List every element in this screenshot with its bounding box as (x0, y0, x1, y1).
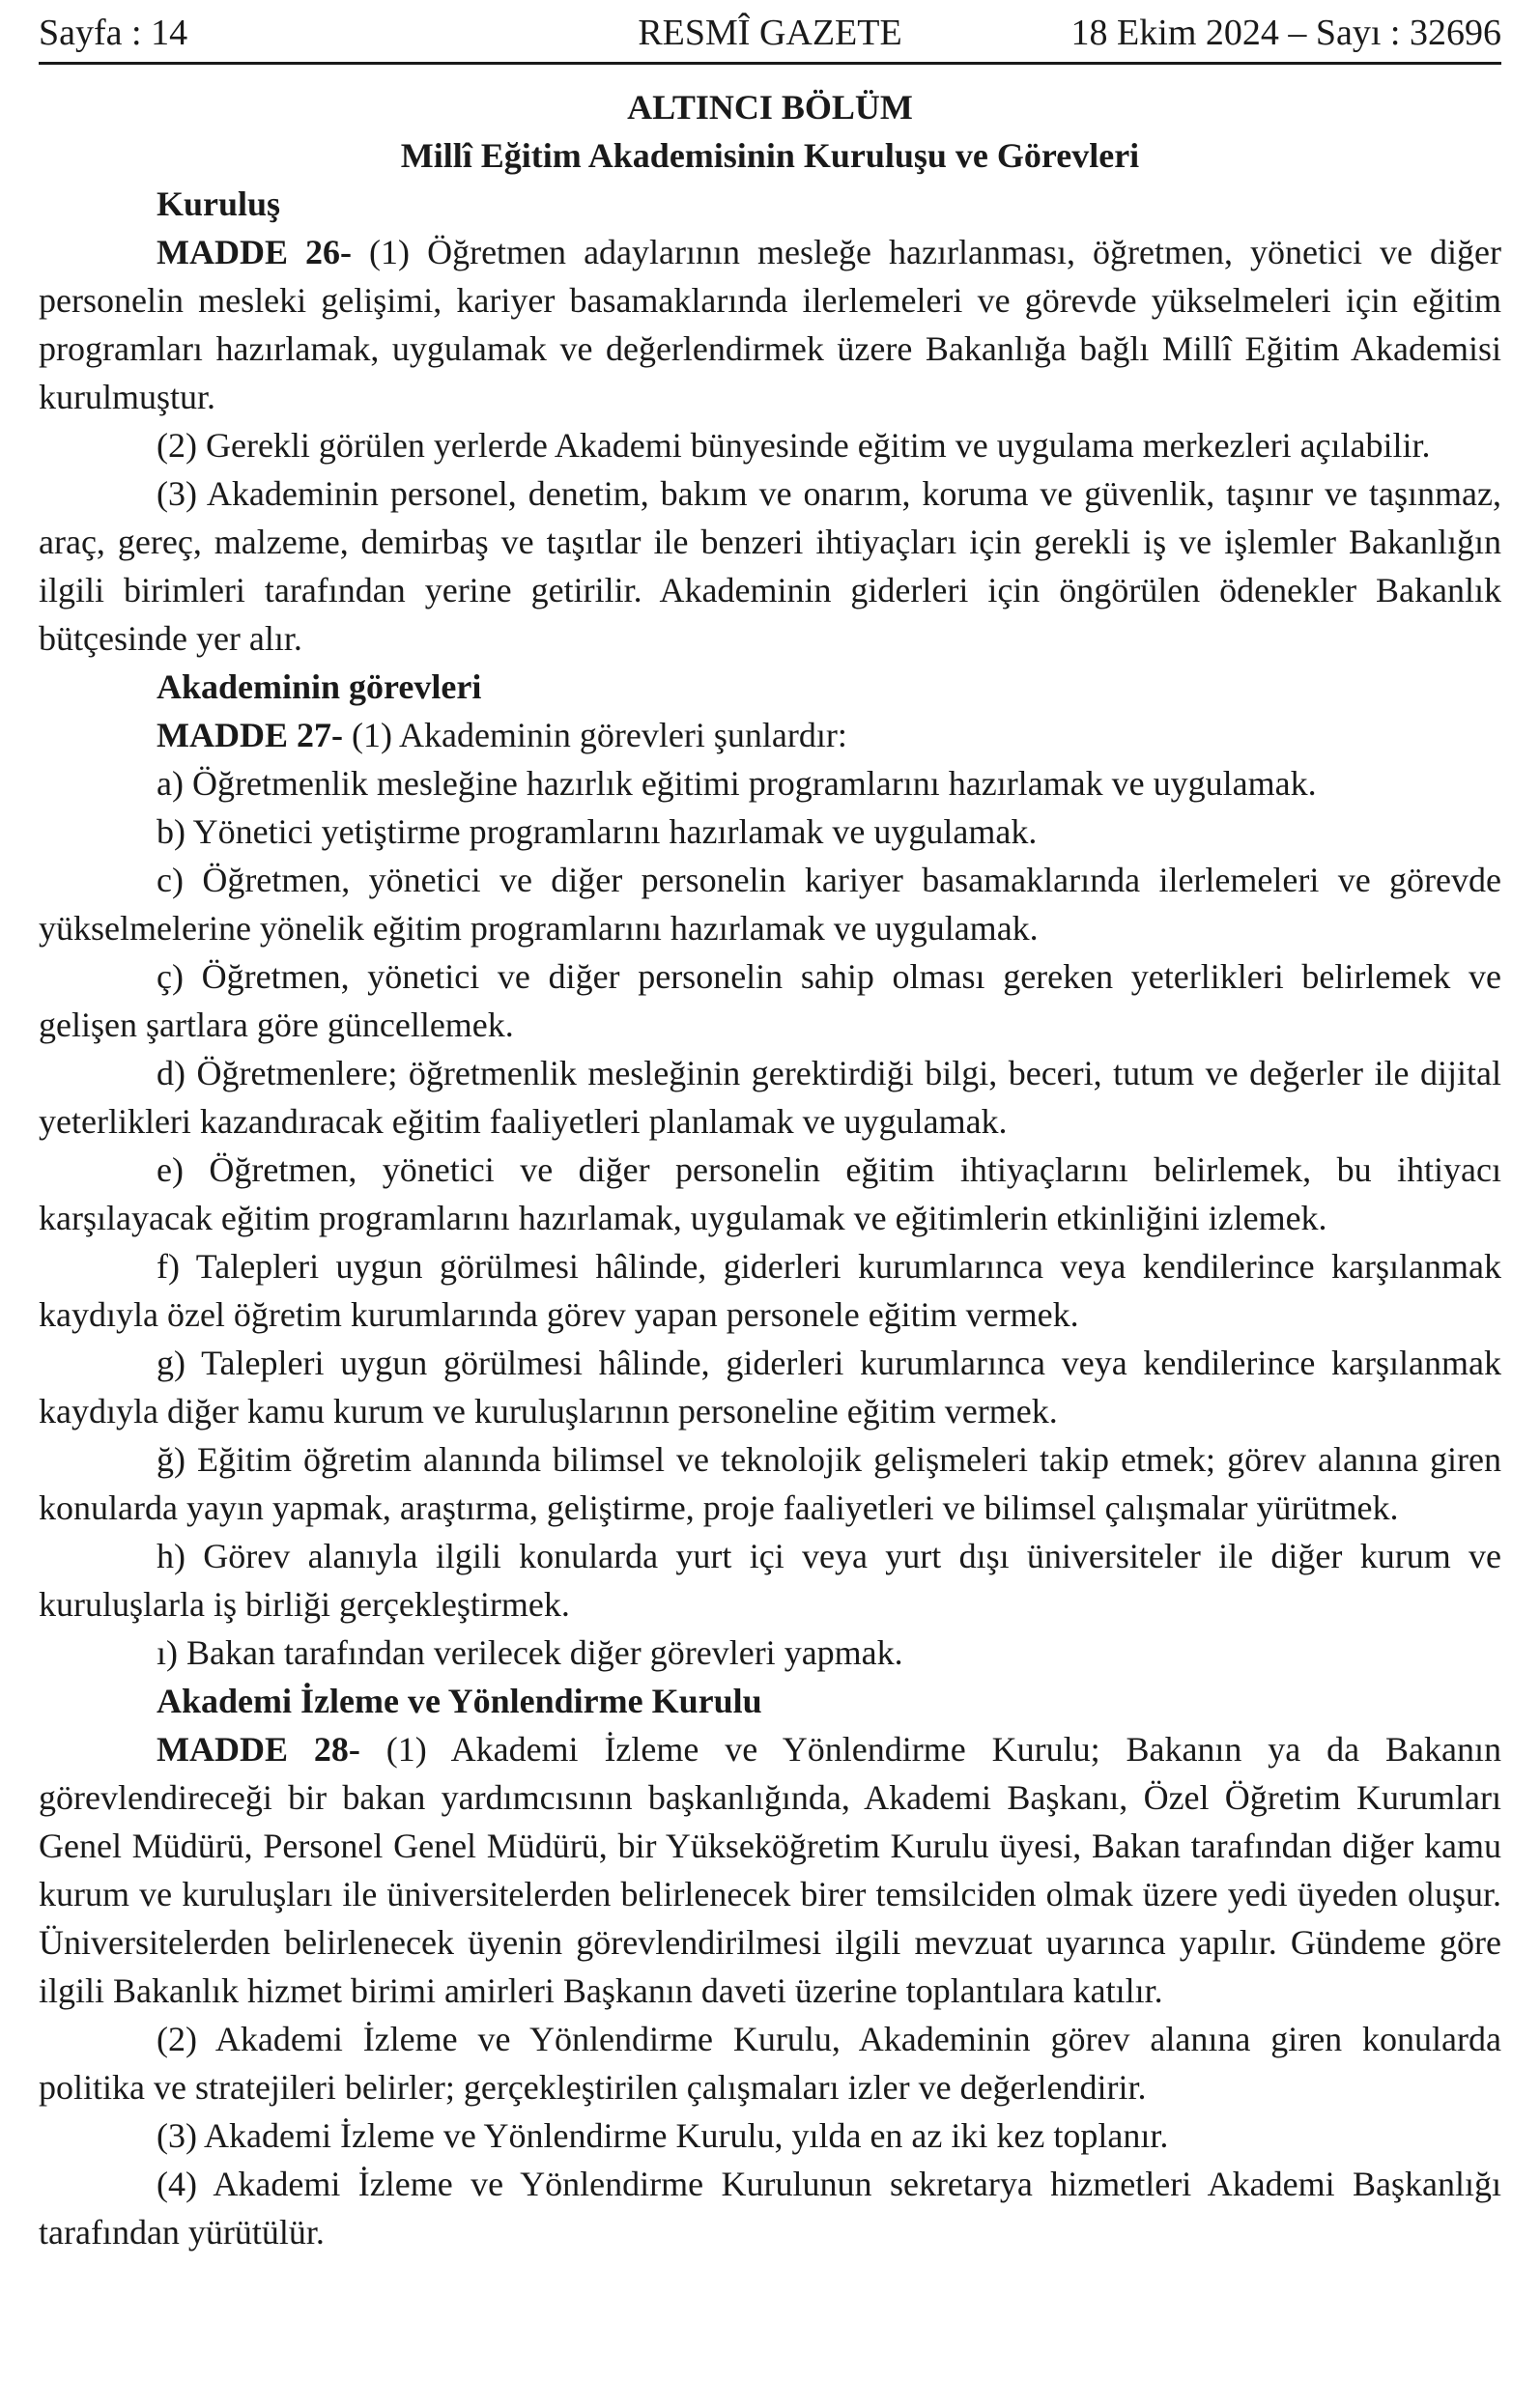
paragraph (39, 1532, 1501, 1629)
paragraph (39, 711, 1501, 759)
paragraph-text: g) Talepleri uygun görülmesi hâlinde, giderleri kurumlarınca veya kendilerince karşılanmak kaydıyla diğer kamu kurum ve kuruluşlarının personeline eğitim vermek. (39, 1344, 1501, 1431)
paragraph (39, 952, 1501, 1049)
paragraph-text: d) Öğretmenlere; öğretmenlik mesleğinin gerektirdiği bilgi, beceri, tutum ve değerler ile dijital yeterlikleri kazandıracak eğitim faaliyetleri planlamak ve uygulamak. (39, 1054, 1501, 1141)
paragraph-text: (3) Akademi İzleme ve Yönlendirme Kurulu, yılda en az iki kez toplanır. (157, 2116, 1169, 2155)
paragraph-text: (1) Öğretmen adaylarının mesleğe hazırlanması, öğretmen, yönetici ve diğer personelin mesleki gelişimi, kariyer basamaklarında ilerlemeleri ve görevde yükselmeleri için eğitim programları hazırlamak, uygulamak ve değerlendirmek üzere Bakanlığa bağlı Millî Eğitim Akademisi kurulmuştur. (39, 233, 1501, 416)
paragraph (39, 1146, 1501, 1242)
paragraph (39, 1725, 1501, 2015)
document-body (39, 83, 1501, 2256)
article-heading: Akademi İzleme ve Yönlendirme Kurulu (157, 1682, 762, 1720)
paragraph (39, 421, 1501, 469)
paragraph (39, 469, 1501, 663)
paragraph (39, 1339, 1501, 1435)
paragraph-text: ı) Bakan tarafından verilecek diğer görevleri yapmak. (157, 1633, 903, 1672)
paragraph-text: c) Öğretmen, yönetici ve diğer personelin kariyer basamaklarında ilerlemeleri ve görevde yükselmelerine yönelik eğitim programlarını hazırlamak ve uygulamak. (39, 861, 1501, 948)
paragraph (39, 1049, 1501, 1146)
paragraph (39, 1242, 1501, 1339)
article-number: MADDE 27- (157, 716, 343, 754)
paragraph (39, 2015, 1501, 2111)
section-number: ALTINCI BÖLÜM (627, 88, 913, 127)
paragraph (39, 759, 1501, 807)
paragraph (39, 2160, 1501, 2256)
paragraph (39, 1629, 1501, 1677)
section-title: Millî Eğitim Akademisinin Kuruluşu ve Görevleri (400, 136, 1140, 175)
article-number: MADDE 28- (157, 1730, 360, 1769)
header-divider (39, 62, 1501, 65)
paragraph-text: e) Öğretmen, yönetici ve diğer personelin eğitim ihtiyaçlarını belirlemek, bu ihtiyacı karşılayacak eğitim programlarını hazırlamak, uygulamak ve eğitimlerin etkinliğini izlemek. (39, 1150, 1501, 1237)
paragraph-text: b) Yönetici yetiştirme programlarını hazırlamak ve uygulamak. (157, 812, 1038, 851)
paragraph-text: h) Görev alanıyla ilgili konularda yurt içi veya yurt dışı üniversiteler ile diğer kurum ve kuruluşlarla iş birliği gerçekleştirmek. (39, 1537, 1501, 1624)
article-heading: Akademinin görevleri (157, 667, 482, 706)
article-heading: Kuruluş (157, 184, 281, 223)
paragraph (39, 807, 1501, 856)
paragraph-text: (1) Akademi İzleme ve Yönlendirme Kurulu; Bakanın ya da Bakanın görevlendireceği bir bakan yardımcısının başkanlığında, Akademi Başkanı, Özel Öğretim Kurumları Genel Müdürü, Personel Genel Müdürü, bir Yükseköğretim Kurulu üyesi, Bakan tarafından diğer kamu kurum ve kuruluşları ile üniversitelerden belirlenecek birer temsilciden olmak üzere yedi üyeden oluşur. Üniversitelerden belirlenecek üyenin görevlendirilmesi ilgili mevzuat uyarınca yapılır. Gündeme göre ilgili Bakanlık hizmet birimi amirleri Başkanın daveti üzerine toplantılara katılır. (39, 1730, 1501, 2010)
paragraph-text: (1) Akademinin görevleri şunlardır: (342, 716, 847, 754)
page-number: Sayfa : 14 (39, 13, 188, 53)
paragraph (39, 228, 1501, 421)
paragraph (39, 856, 1501, 952)
paragraph-text: (3) Akademinin personel, denetim, bakım ve onarım, koruma ve güvenlik, taşınır ve taşınmaz, araç, gereç, malzeme, demirbaş ve taşıtlar ile benzeri ihtiyaçları için gerekli iş ve işlemler Bakanlığın ilgili birimleri tarafından yerine getirilir. Akademinin giderleri için öngörülen ödenekler Bakanlık bütçesinde yer alır. (39, 474, 1501, 658)
paragraph-text: ç) Öğretmen, yönetici ve diğer personelin sahip olması gereken yeterlikleri belirlemek ve gelişen şartlara göre güncellemek. (39, 957, 1501, 1044)
paragraph-text: (2) Gerekli görülen yerlerde Akademi bünyesinde eğitim ve uygulama merkezleri açılabilir. (157, 426, 1431, 465)
paragraph-text: (4) Akademi İzleme ve Yönlendirme Kurulunun sekretarya hizmetleri Akademi Başkanlığı tarafından yürütülür. (39, 2165, 1501, 2252)
page-header (39, 8, 1501, 58)
issue-date: 18 Ekim 2024 – Sayı : 32696 (1070, 13, 1501, 53)
paragraph-text: a) Öğretmenlik mesleğine hazırlık eğitimi programlarını hazırlamak ve uygulamak. (157, 764, 1317, 803)
paragraph (39, 2111, 1501, 2160)
paragraph-text: (2) Akademi İzleme ve Yönlendirme Kurulu, Akademinin görev alanına giren konularda politika ve stratejileri belirler; gerçekleştirilen çalışmaları izler ve değerlendirir. (39, 2020, 1501, 2107)
paragraph-text: f) Talepleri uygun görülmesi hâlinde, giderleri kurumlarınca veya kendilerince karşılanmak kaydıyla özel öğretim kurumlarında görev yapan personele eğitim vermek. (39, 1247, 1501, 1334)
publication-title: RESMÎ GAZETE (638, 13, 902, 53)
article-number: MADDE 26- (157, 233, 353, 271)
paragraph-text: ğ) Eğitim öğretim alanında bilimsel ve teknolojik gelişmeleri takip etmek; görev alanına giren konularda yayın yapmak, araştırma, geliştirme, proje faaliyetleri ve bilimsel çalışmalar yürütmek. (39, 1440, 1501, 1527)
paragraph (39, 1435, 1501, 1532)
